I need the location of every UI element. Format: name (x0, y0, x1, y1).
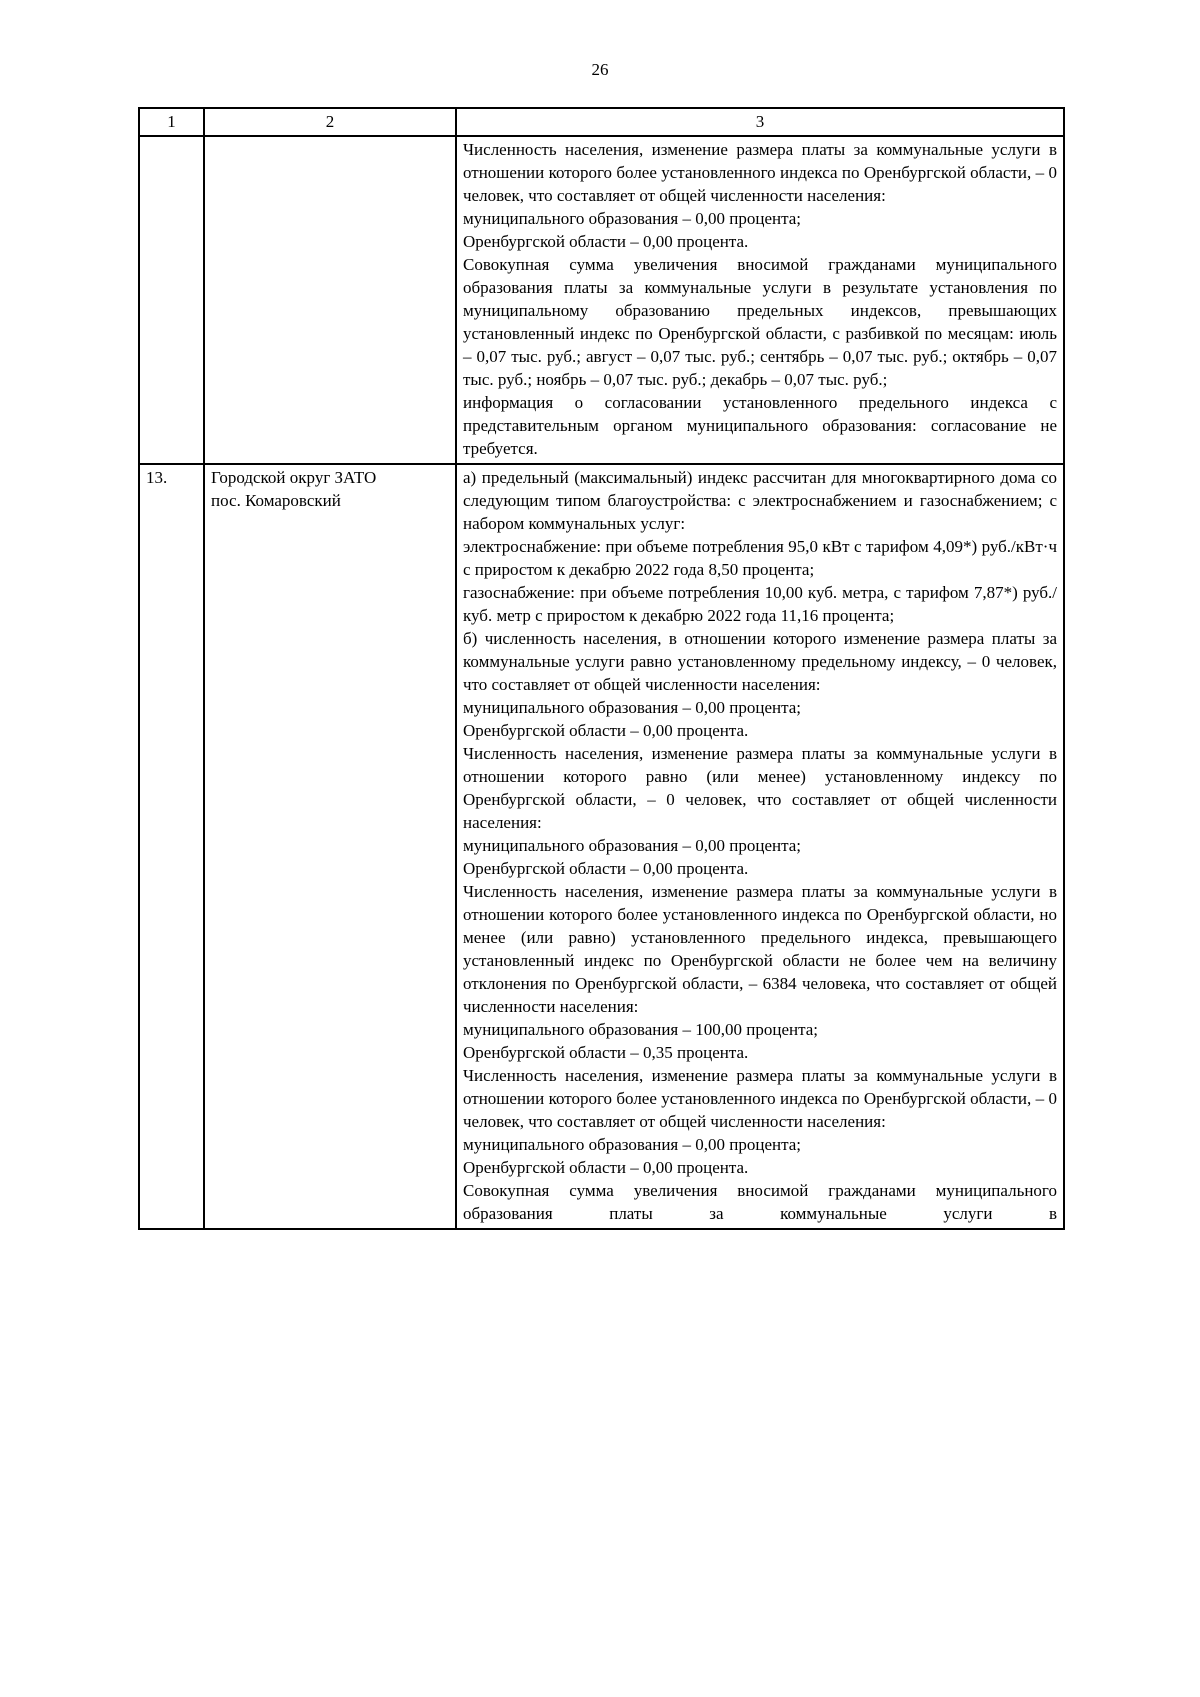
details-cell (456, 464, 1064, 1229)
table-row-13 (139, 464, 1064, 1229)
municipality-cell (204, 464, 456, 1229)
data-table (138, 107, 1065, 1230)
paragraph: Оренбургской области – 0,00 процента. (463, 232, 749, 251)
municipality-cell (204, 136, 456, 464)
paragraph: газоснабжение: при объеме потребления 10,00 куб. метра, с тарифом 7,87*) руб./куб. метр с приростом к декабрю 2022 года 11,16 процента; (463, 583, 1057, 625)
paragraph: Численность населения, изменение размера платы за коммунальные услуги в отношении которого равно (или менее) установленному индексу по Оренбургской области, – 0 человек, что составляет от общей численности населения: (463, 744, 1057, 832)
paragraph: муниципального образования – 100,00 процента; (463, 1020, 818, 1039)
paragraph: Совокупная сумма увеличения вносимой гражданами муниципального образования платы за коммунальные услуги в (463, 1181, 1057, 1223)
paragraph: Оренбургской области – 0,35 процента. (463, 1043, 749, 1062)
column-header-2: 2 (204, 108, 456, 136)
paragraph: Совокупная сумма увеличения вносимой гражданами муниципального образования платы за коммунальные услуги в результате установления по муниципальному образованию предельных индексов, превышающих установленный индекс по Оренбургской области, с разбивкой по месяцам: июль – 0,07 тыс. руб.; август – 0,07 тыс. руб.; сентябрь – 0,07 тыс. руб.; октябрь – 0,07 тыс. руб.; ноябрь – 0,07 тыс. руб.; декабрь – 0,07 тыс. руб.; (463, 255, 1057, 389)
details-cell (456, 136, 1064, 464)
paragraph: Численность населения, изменение размера платы за коммунальные услуги в отношении которого более установленного индекса по Оренбургской области, – 0 человек, что составляет от общей численности населения: (463, 140, 1057, 205)
table-row-continuation (139, 136, 1064, 464)
paragraph: Оренбургской области – 0,00 процента. (463, 859, 749, 878)
paragraph: муниципального образования – 0,00 процента; (463, 698, 801, 717)
municipality-name: Городской округ ЗАТО пос. Комаровский (211, 468, 377, 510)
paragraph: Оренбургской области – 0,00 процента. (463, 721, 749, 740)
paragraph: Численность населения, изменение размера платы за коммунальные услуги в отношении которого более установленного индекса по Оренбургской области, но менее (или равно) установленного предельного индекса, превышающего установленный индекс по Оренбургской области не более чем на величину отклонения по Оренбургской области, – 6384 человека, что составляет от общей численности населения: (463, 882, 1057, 1016)
paragraph: электроснабжение: при объеме потребления 95,0 кВт с тарифом 4,09*) руб./кВт·ч с приростом к декабрю 2022 года 8,50 процента; (463, 537, 1057, 579)
paragraph: Оренбургской области – 0,00 процента. (463, 1158, 749, 1177)
paragraph: Численность населения, изменение размера платы за коммунальные услуги в отношении которого более установленного индекса по Оренбургской области, – 0 человек, что составляет от общей численности населения: (463, 1066, 1057, 1131)
paragraph: муниципального образования – 0,00 процента; (463, 209, 801, 228)
paragraph: б) численность населения, в отношении которого изменение размера платы за коммунальные услуги равно установленному предельному индексу, – 0 человек, что составляет от общей численности населения: (463, 629, 1057, 694)
table-header-row (139, 108, 1064, 136)
column-header-1: 1 (139, 108, 204, 136)
paragraph: а) предельный (максимальный) индекс рассчитан для многоквартирного дома со следующим типом благоустройства: с электроснабжением и газоснабжением; с набором коммунальных услуг: (463, 468, 1057, 533)
paragraph: муниципального образования – 0,00 процента; (463, 1135, 801, 1154)
page-number: 26 (591, 60, 609, 79)
paragraph: муниципального образования – 0,00 процента; (463, 836, 801, 855)
row-number-cell: 13. (139, 464, 204, 1229)
column-header-3: 3 (456, 108, 1064, 136)
row-number-cell (139, 136, 204, 464)
paragraph: информация о согласовании установленного предельного индекса с представительным органом муниципального образования: согласование не требуется. (463, 393, 1057, 458)
